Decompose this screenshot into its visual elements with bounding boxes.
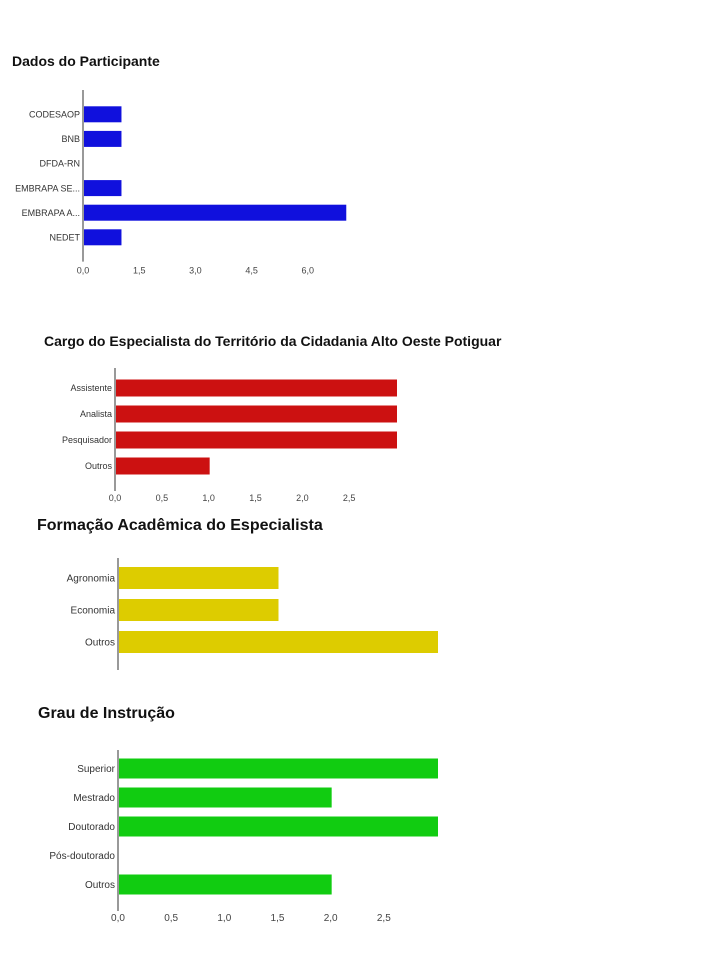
category-label: Analista (79, 409, 112, 420)
x-tick-label: 0,5 (164, 913, 179, 924)
category-label: Pesquisador (61, 435, 112, 446)
category-label: NEDET (49, 232, 80, 243)
category-label: Economia (70, 605, 115, 617)
bar (84, 180, 121, 196)
bar-chart-formacao (0, 558, 450, 658)
category-label: BNB (61, 134, 80, 145)
bar (84, 131, 121, 147)
x-tick-label: 0,0 (111, 913, 125, 924)
x-tick-label: 4,5 (245, 265, 258, 276)
bar (119, 599, 279, 621)
bar (84, 205, 346, 221)
bar (119, 759, 438, 779)
category-label: Mestrado (73, 793, 115, 804)
category-label: Assistente (70, 383, 112, 394)
category-label: EMBRAPA A... (21, 207, 80, 218)
bar (119, 875, 332, 895)
bar (84, 229, 121, 245)
chart-title-formacao: Formação Acadêmica do Especialista (37, 517, 323, 534)
x-tick-label: 2,5 (342, 493, 356, 503)
category-label: Superior (77, 764, 115, 775)
x-tick-label: 1,0 (202, 493, 215, 503)
bar-chart-cargo (0, 368, 420, 503)
x-tick-label: 0,0 (76, 265, 90, 276)
x-tick-label: 2,5 (376, 913, 391, 924)
x-tick-label: 0,5 (155, 493, 169, 503)
x-tick-label: 2,0 (296, 493, 309, 503)
bar (119, 631, 438, 653)
bar (116, 432, 397, 449)
x-tick-label: 0,0 (108, 493, 122, 503)
x-tick-label: 2,0 (323, 913, 338, 924)
x-tick-label: 1,0 (217, 913, 232, 924)
category-label: Agronomia (66, 573, 115, 585)
chart-title-participante: Dados do Participante (12, 53, 160, 69)
category-label: Doutorado (68, 822, 115, 833)
bar (119, 817, 438, 837)
chart-title-cargo: Cargo do Especialista do Território da Cidadania Alto Oeste Potiguar (44, 333, 502, 349)
bar (116, 458, 210, 475)
bar-chart-participante (0, 90, 380, 290)
bar-chart-grau (0, 750, 450, 924)
x-tick-label: 1,5 (270, 913, 285, 924)
chart-title-grau: Grau de Instrução (38, 705, 175, 722)
category-label: Outros (84, 461, 112, 472)
bar (119, 567, 279, 589)
category-label: DFDA-RN (39, 158, 80, 169)
category-label: Outros (84, 880, 115, 891)
x-tick-label: 1,5 (249, 493, 262, 503)
category-label: CODESAOP (28, 109, 80, 120)
x-tick-label: 1,5 (132, 265, 146, 276)
bar (116, 380, 397, 397)
bar (116, 406, 397, 423)
category-label: EMBRAPA SE... (15, 183, 80, 194)
bar (119, 788, 332, 808)
x-tick-label: 3,0 (189, 265, 202, 276)
x-tick-label: 6,0 (301, 265, 315, 276)
category-label: Outros (84, 637, 115, 649)
category-label: Pós-doutorado (49, 851, 115, 862)
bar (84, 106, 121, 122)
